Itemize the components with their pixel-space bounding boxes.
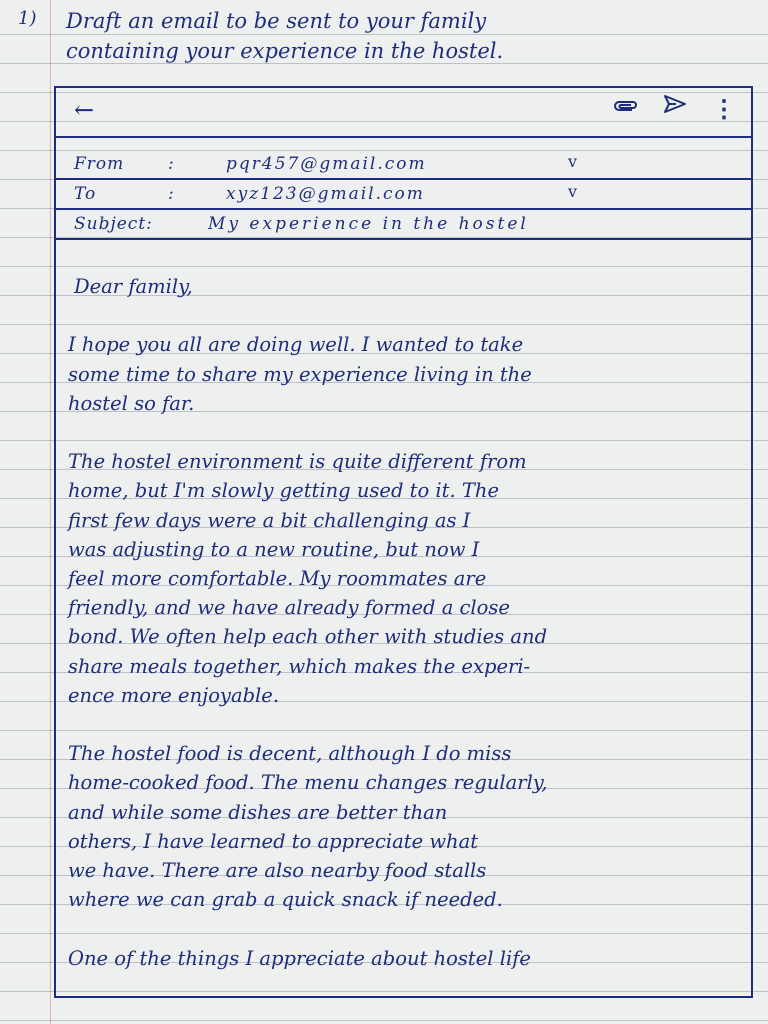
from-colon: : [168,154,175,174]
body-line: I hope you all are doing well. I wanted to take [68,333,524,357]
body-line: where we can grab a quick snack if needed. [68,888,503,912]
subject-row[interactable] [56,210,751,240]
body-line: first few days were a bit challenging as I [68,508,471,532]
email-toolbar [56,88,751,138]
body-line: One of the things I appreciate about hostel life [68,946,531,970]
body-line: The hostel environment is quite different from [68,450,527,474]
prompt-line: containing your experience in the hostel. [66,39,504,63]
prompt-line: Draft an email to be sent to your family [66,9,487,33]
subject-field[interactable]: My experience in the hostel [208,214,529,234]
email-compose-box [54,86,753,998]
chevron-down-icon[interactable]: v [568,152,579,171]
salutation: Dear family, [74,275,193,298]
body-line: home-cooked food. The menu changes regularly, [68,771,548,795]
chevron-down-icon[interactable]: v [568,182,579,201]
paperclip-icon[interactable] [612,96,638,120]
body-line: feel more comfortable. My roommates are [68,567,487,590]
to-label: To [74,184,97,204]
body-line: and while some dishes are better than [68,800,448,824]
body-line: we have. There are also nearby food stalls [68,859,487,883]
arrow-left-icon[interactable]: ← [74,96,95,124]
body-line: bond. We often help each other with studies and [68,625,548,649]
subject-label: Subject: [74,214,153,234]
body-line: ence more enjoyable. [68,683,280,707]
body-line: others, I have learned to appreciate what [68,829,479,853]
paragraph [68,739,748,914]
email-body[interactable] [68,272,748,973]
from-label: From [74,154,125,174]
body-line: share meals together, which makes the experi- [68,654,531,678]
from-row[interactable] [56,150,751,180]
body-line: home, but I'm slowly getting used to it. The [68,479,499,503]
body-line: The hostel food is decent, although I do miss [68,742,512,766]
notebook-margin-line [50,0,51,1024]
send-icon[interactable] [662,93,688,121]
paragraph [68,944,748,973]
to-colon: : [168,184,175,204]
body-line: was adjusting to a new routine, but now I [68,537,480,561]
body-line: friendly, and we have already formed a close [68,596,510,620]
from-field[interactable]: pqr457@gmail.com [226,154,427,174]
to-field[interactable]: xyz123@gmail.com [226,184,425,204]
paragraph [68,447,748,710]
paragraph [68,330,748,418]
to-row[interactable] [56,180,751,210]
question-number: 1) [18,8,37,29]
body-line: hostel so far. [68,391,195,415]
more-vertical-icon[interactable]: ⋮ [712,94,736,123]
question-prompt [66,6,756,66]
body-line: some time to share my experience living in the [68,362,532,386]
